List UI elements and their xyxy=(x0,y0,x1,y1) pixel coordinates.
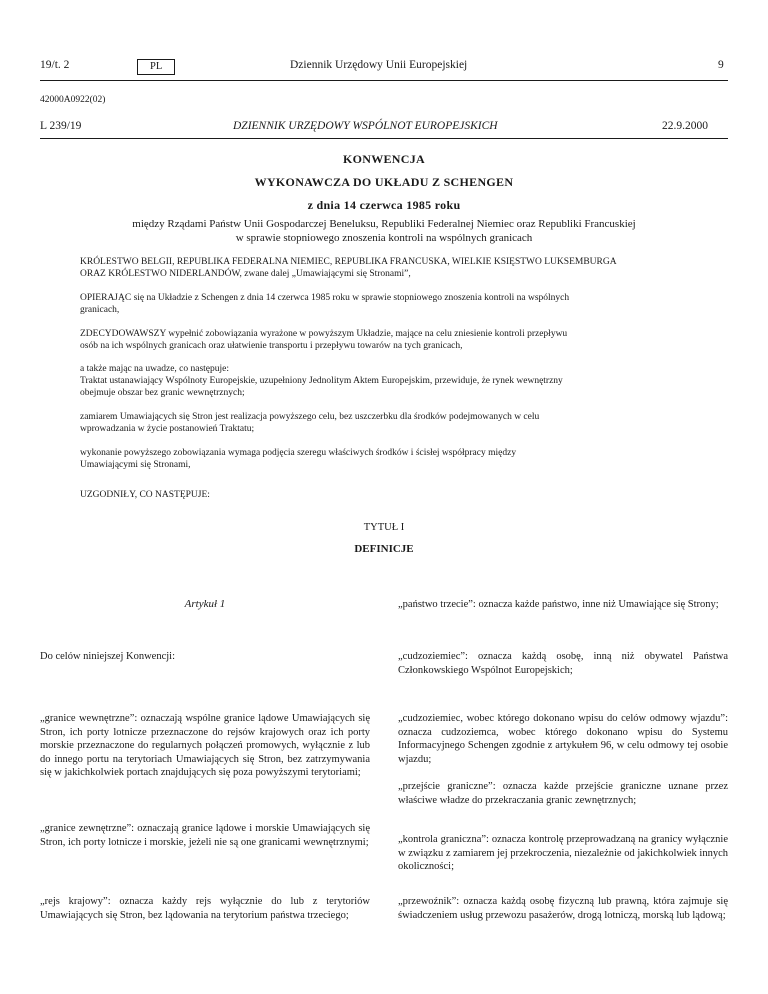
preamble-recital-1b: granicach, xyxy=(80,305,120,315)
preamble-recital-5b: Umawiającymi się Stronami, xyxy=(80,460,191,470)
header-page-number: 9 xyxy=(718,59,724,71)
document-id: 42000A0922(02) xyxy=(40,95,106,105)
preamble-agreed: UZGODNIŁY, CO NASTĘPUJE: xyxy=(80,490,210,500)
definition-border-check: „kontrola graniczna”: oznacza kontrolę przeprowadzaną na granicy wyłącznie w związku z zamiarem jej przekroczenia, niezależnie od jakichkolwiek innych okoliczności; xyxy=(398,834,729,872)
title-section-label: TYTUŁ I xyxy=(363,522,405,533)
definition-border-crossing: „przejście graniczne”: oznacza każde przejście graniczne uznane przez właściwe władze do przekraczania granic zewnętrznych; xyxy=(398,781,728,806)
definition-internal-flight: „rejs krajowy”: oznacza każdy rejs wyłącznie do lub z terytoriów Umawiających się Stron, bez lądowania na terytorium państwa trzeciego; xyxy=(40,896,370,921)
title-subtitle-1: między Rządami Państw Unii Gospodarczej Beneluksu, Republiki Federalnej Niemiec oraz Republiki Francuskiej xyxy=(132,218,636,230)
subheader-date: 22.9.2000 xyxy=(662,120,708,132)
subheader-journal: DZIENNIK URZĘDOWY WSPÓLNOT EUROPEJSKICH xyxy=(233,120,498,132)
preamble-recital-3b: Traktat ustanawiający Wspólnoty Europejskie, uzupełniony Jednolitym Aktem Europejskim, przewiduje, że rynek wewnętrzny xyxy=(80,376,563,386)
definition-alien-refusal: „cudzoziemiec, wobec którego dokonano wpisu do celów odmowy wjazdu”: oznacza cudzoziemca, wobec którego dokonano wpisu do Systemu Informacyjnego Schengen zgodnie z artykułem 96, w celu odmowy tej osobie wjazdu; xyxy=(398,713,728,765)
preamble-recital-5a: wykonanie powyższego zobowiązania wymaga podjęcia szeregu właściwych środków i ścisłej współpracy między xyxy=(80,448,517,458)
preamble-recital-2a: ZDECYDOWAWSZY wypełnić zobowiązania wyrażone w powyższym Układzie, mające na celu zniesienie kontroli przepływu xyxy=(80,329,568,339)
preamble-recital-4b: wprowadzania w życie postanowień Traktatu; xyxy=(80,424,255,434)
preamble-parties-2: ORAZ KRÓLESTWO NIDERLANDÓW, zwane dalej „Umawiającymi się Stronami”, xyxy=(80,269,411,279)
preamble-recital-4a: zamiarem Umawiających się Stron jest realizacja powyższego celu, bez uszczerbku dla środków podejmowanych w celu xyxy=(80,412,540,422)
preamble-recital-3c: obejmuje obszar bez granic wewnętrznych; xyxy=(80,388,245,398)
header-volume: 19/t. 2 xyxy=(40,59,70,71)
language-badge: PL xyxy=(137,59,175,75)
preamble-recital-1a: OPIERAJĄC się na Układzie z Schengen z dnia 14 czerwca 1985 roku w sprawie stopniowego znoszenia kontroli na wspólnych xyxy=(80,293,570,303)
header-journal: Dziennik Urzędowy Unii Europejskiej xyxy=(290,59,468,71)
preamble-parties-1: KRÓLESTWO BELGII, REPUBLIKA FEDERALNA NIEMIEC, REPUBLIKA FRANCUSKA, WIELKIE KSIĘSTWO LUKSEMBURGA xyxy=(80,257,617,267)
subheader-rule xyxy=(40,138,728,139)
title-line-1: KONWENCJA xyxy=(342,152,426,166)
preamble-recital-2b: osób na ich wspólnych granicach oraz ułatwienie transportu i przepływu towarów na tych granicach, xyxy=(80,341,463,351)
title-line-2: WYKONAWCZA DO UKŁADU Z SCHENGEN xyxy=(254,175,514,189)
preamble-recital-3a: a także mając na uwadze, co następuje: xyxy=(80,364,230,374)
definition-external-borders: „granice zewnętrzne”: oznaczają granice lądowe i morskie Umawiających się Stron, ich porty lotnicze i morskie, jeżeli nie są one granicami wewnętrznymi; xyxy=(40,823,370,848)
title-line-3: z dnia 14 czerwca 1985 roku xyxy=(307,198,461,212)
definition-internal-borders: „granice wewnętrzne”: oznaczają wspólne granice lądowe Umawiających się Stron, ich porty lotnicze przeznaczone do rejsów krajowych oraz ich porty morskie przeznaczone do regularnych połączeń promowych, wyłącznie z lub do innego portu na terytoriach Umawiających się Stron, bez zatrzymywania się w jakichkolwiek portach znajdujących się poza powyższymi terytoriami; xyxy=(40,713,370,778)
header-rule xyxy=(40,80,728,81)
definition-carrier: „przewoźnik”: oznacza każdą osobę fizyczną lub prawną, która zajmuje się świadczeniem usług przewozu pasażerów, drogą lotniczą, morską lub lądową; xyxy=(398,896,728,921)
subheader-ref: L 239/19 xyxy=(40,120,82,132)
definition-alien: „cudzoziemiec”: oznacza każdą osobę, inną niż obywatel Państwa Członkowskiego Wspólnot Europejskich; xyxy=(398,651,728,676)
definition-third-state: „państwo trzecie”: oznacza każde państwo, inne niż Umawiające się Strony; xyxy=(398,599,719,610)
title-subtitle-2: w sprawie stopniowego znoszenia kontroli na wspólnych granicach xyxy=(235,232,533,244)
article-intro: Do celów niniejszej Konwencji: xyxy=(40,651,176,662)
article-heading: Artykuł 1 xyxy=(184,598,226,610)
title-section-name: DEFINICJE xyxy=(354,543,414,555)
